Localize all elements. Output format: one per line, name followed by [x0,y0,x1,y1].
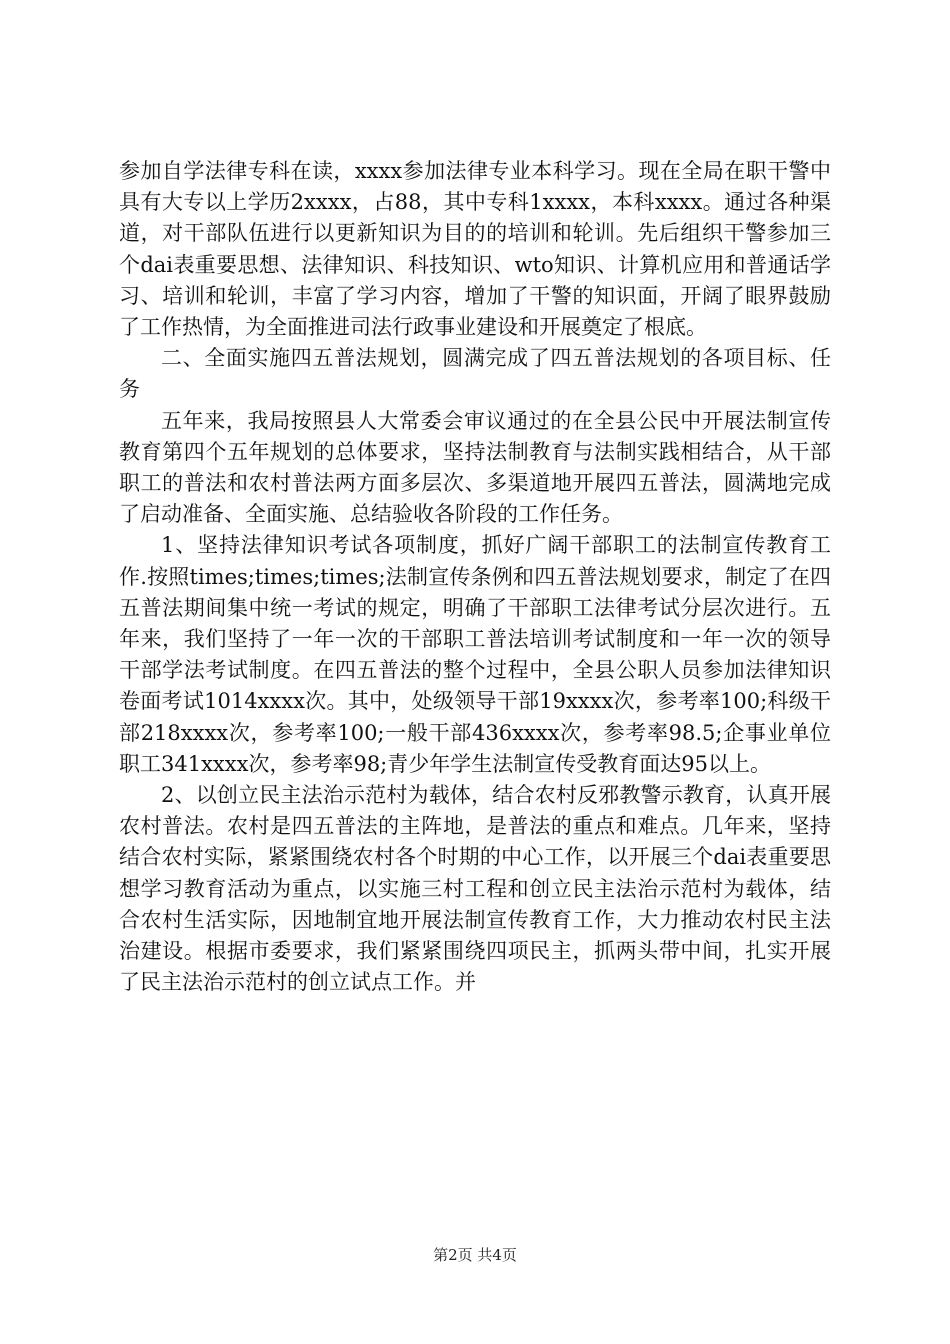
paragraph-overview: 五年来，我局按照县人大常委会审议通过的在全县公民中开展法制宣传教育第四个五年规划的总体要求，坚持法制教育与法制实践相结合，从干部职工的普法和农村普法两方面多层次、多渠道地开展四五普法，圆满地完成了启动准备、全面实施、总结验收各阶段的工作任务。 [119,408,831,527]
paragraph-item-2: 2、以创立民主法治示范村为载体，结合农村反邪教警示教育，认真开展农村普法。农村是四五普法的主阵地，是普法的重点和难点。几年来，坚持结合农村实际，紧紧围绕农村各个时期的中心工作，以开展三个dai表重要思想学习教育活动为重点，以实施三村工程和创立民主法治示范村为载体，结合农村生活实际，因地制宜地开展法制宣传教育工作，大力推动农村民主法治建设。根据市委要求，我们紧紧围绕四项民主，抓两头带中间，扎实开展了民主法治示范村的创立试点工作。并 [119,783,831,995]
section-heading: 二、全面实施四五普法规划，圆满完成了四五普法规划的各项目标、任务 [119,346,831,402]
page-footer [0,1244,950,1265]
paragraph-continued: 参加自学法律专科在读，xxxx参加法律专业本科学习。现在全局在职干警中具有大专以上学历2xxxx，占88，其中专科1xxxx，本科xxxx。通过各种渠道，对干部队伍进行以更新知识为目的的培训和轮训。先后组织干警参加三个dai表重要思想、法律知识、科技知识、wto知识、计算机应用和普通话学习、培训和轮训，丰富了学习内容，增加了干警的知识面，开阔了眼界鼓励了工作热情，为全面推进司法行政事业建设和开展奠定了根底。 [119,159,831,340]
paragraph-item-1: 1、坚持法律知识考试各项制度，抓好广阔干部职工的法制宣传教育工作.按照times;times;times;法制宣传条例和四五普法规划要求，制定了在四五普法期间集中统一考试的规定，明确了干部职工法律考试分层次进行。五年来，我们坚持了一年一次的干部职工普法培训考试制度和一年一次的领导干部学法考试制度。在四五普法的整个过程中，全县公职人员参加法律知识卷面考试1014xxxx次。其中，处级领导干部19xxxx次，参考率100;科级干部218xxxx次，参考率100;一般干部436xxxx次，参考率98.5;企事业单位职工341xxxx次，参考率98;青少年学生法制宣传受教育面达95以上。 [119,533,831,776]
page-number-label: 第2页 共4页 [433,1246,517,1264]
document-body [119,156,831,998]
